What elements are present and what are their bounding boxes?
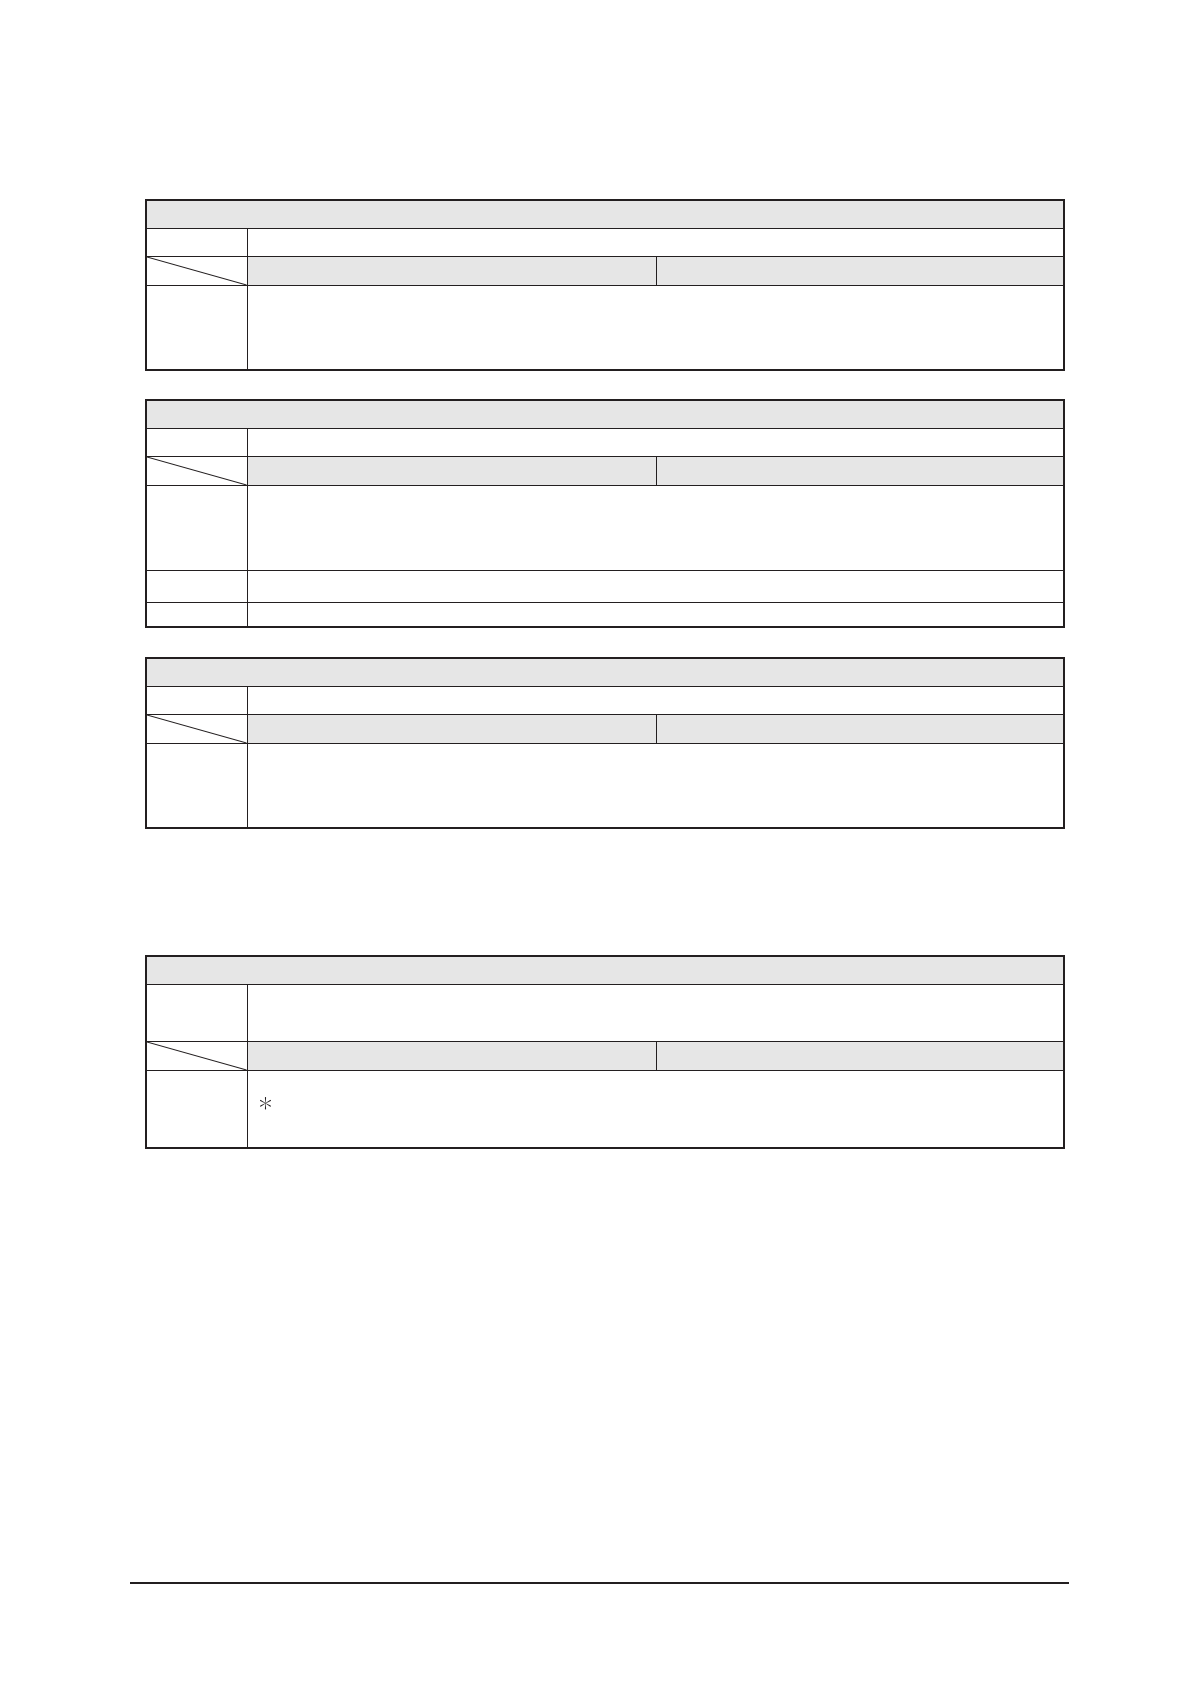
row-value: [247, 570, 1064, 602]
table-row: [146, 228, 1064, 256]
row-label: [146, 570, 247, 602]
table-row: [146, 686, 1064, 714]
table-header-row: [146, 1041, 1064, 1070]
table-row: [146, 428, 1064, 456]
column-header: [656, 256, 1064, 285]
diagonal-header-cell: [146, 1041, 247, 1070]
diagonal-header-cell: [146, 256, 247, 285]
table-header-row: [146, 714, 1064, 743]
diagonal-header-cell: [146, 714, 247, 743]
row-value: [247, 428, 1064, 456]
table-row: [146, 570, 1064, 602]
row-value: [247, 743, 1064, 828]
table-title-row: [146, 400, 1064, 428]
table-header-row: [146, 256, 1064, 285]
row-value: [247, 285, 1064, 370]
form-table-1: [145, 199, 1065, 371]
row-value: [247, 485, 1064, 570]
row-value: [247, 602, 1064, 627]
table-title: [146, 956, 1064, 984]
table-title: [146, 658, 1064, 686]
table-row: [146, 1070, 1064, 1148]
diagonal-line: [147, 715, 247, 743]
row-label: [146, 1070, 247, 1148]
row-label: [146, 228, 247, 256]
table-title-row: [146, 956, 1064, 984]
table-row: [146, 602, 1064, 627]
diagonal-line: [147, 457, 247, 485]
row-label: [146, 285, 247, 370]
column-header: [656, 456, 1064, 485]
column-header: [247, 714, 656, 743]
row-value: [247, 228, 1064, 256]
table-title-row: [146, 658, 1064, 686]
row-value: [247, 1070, 1064, 1148]
table-row: [146, 485, 1064, 570]
table-title-row: [146, 200, 1064, 228]
row-label: [146, 743, 247, 828]
note-asterisk: ＊: [257, 1093, 274, 1113]
column-header: [247, 456, 656, 485]
column-header: [247, 256, 656, 285]
row-label: [146, 602, 247, 627]
table-title: [146, 200, 1064, 228]
table-title: [146, 400, 1064, 428]
table-row: [146, 285, 1064, 370]
column-header: [656, 1041, 1064, 1070]
footer-rule: [130, 1582, 1069, 1584]
row-label: [146, 485, 247, 570]
table-row: [146, 984, 1064, 1041]
table-header-row: [146, 456, 1064, 485]
column-header: [247, 1041, 656, 1070]
diagonal-header-cell: [146, 456, 247, 485]
row-label: [146, 686, 247, 714]
form-table-3: [145, 657, 1065, 829]
row-value: [247, 686, 1064, 714]
diagonal-line: [147, 1042, 247, 1070]
row-label: [146, 984, 247, 1041]
table-row: [146, 743, 1064, 828]
column-header: [656, 714, 1064, 743]
form-table-4: [145, 955, 1065, 1149]
row-label: [146, 428, 247, 456]
form-table-2: [145, 399, 1065, 628]
row-value: [247, 984, 1064, 1041]
diagonal-line: [147, 257, 247, 285]
